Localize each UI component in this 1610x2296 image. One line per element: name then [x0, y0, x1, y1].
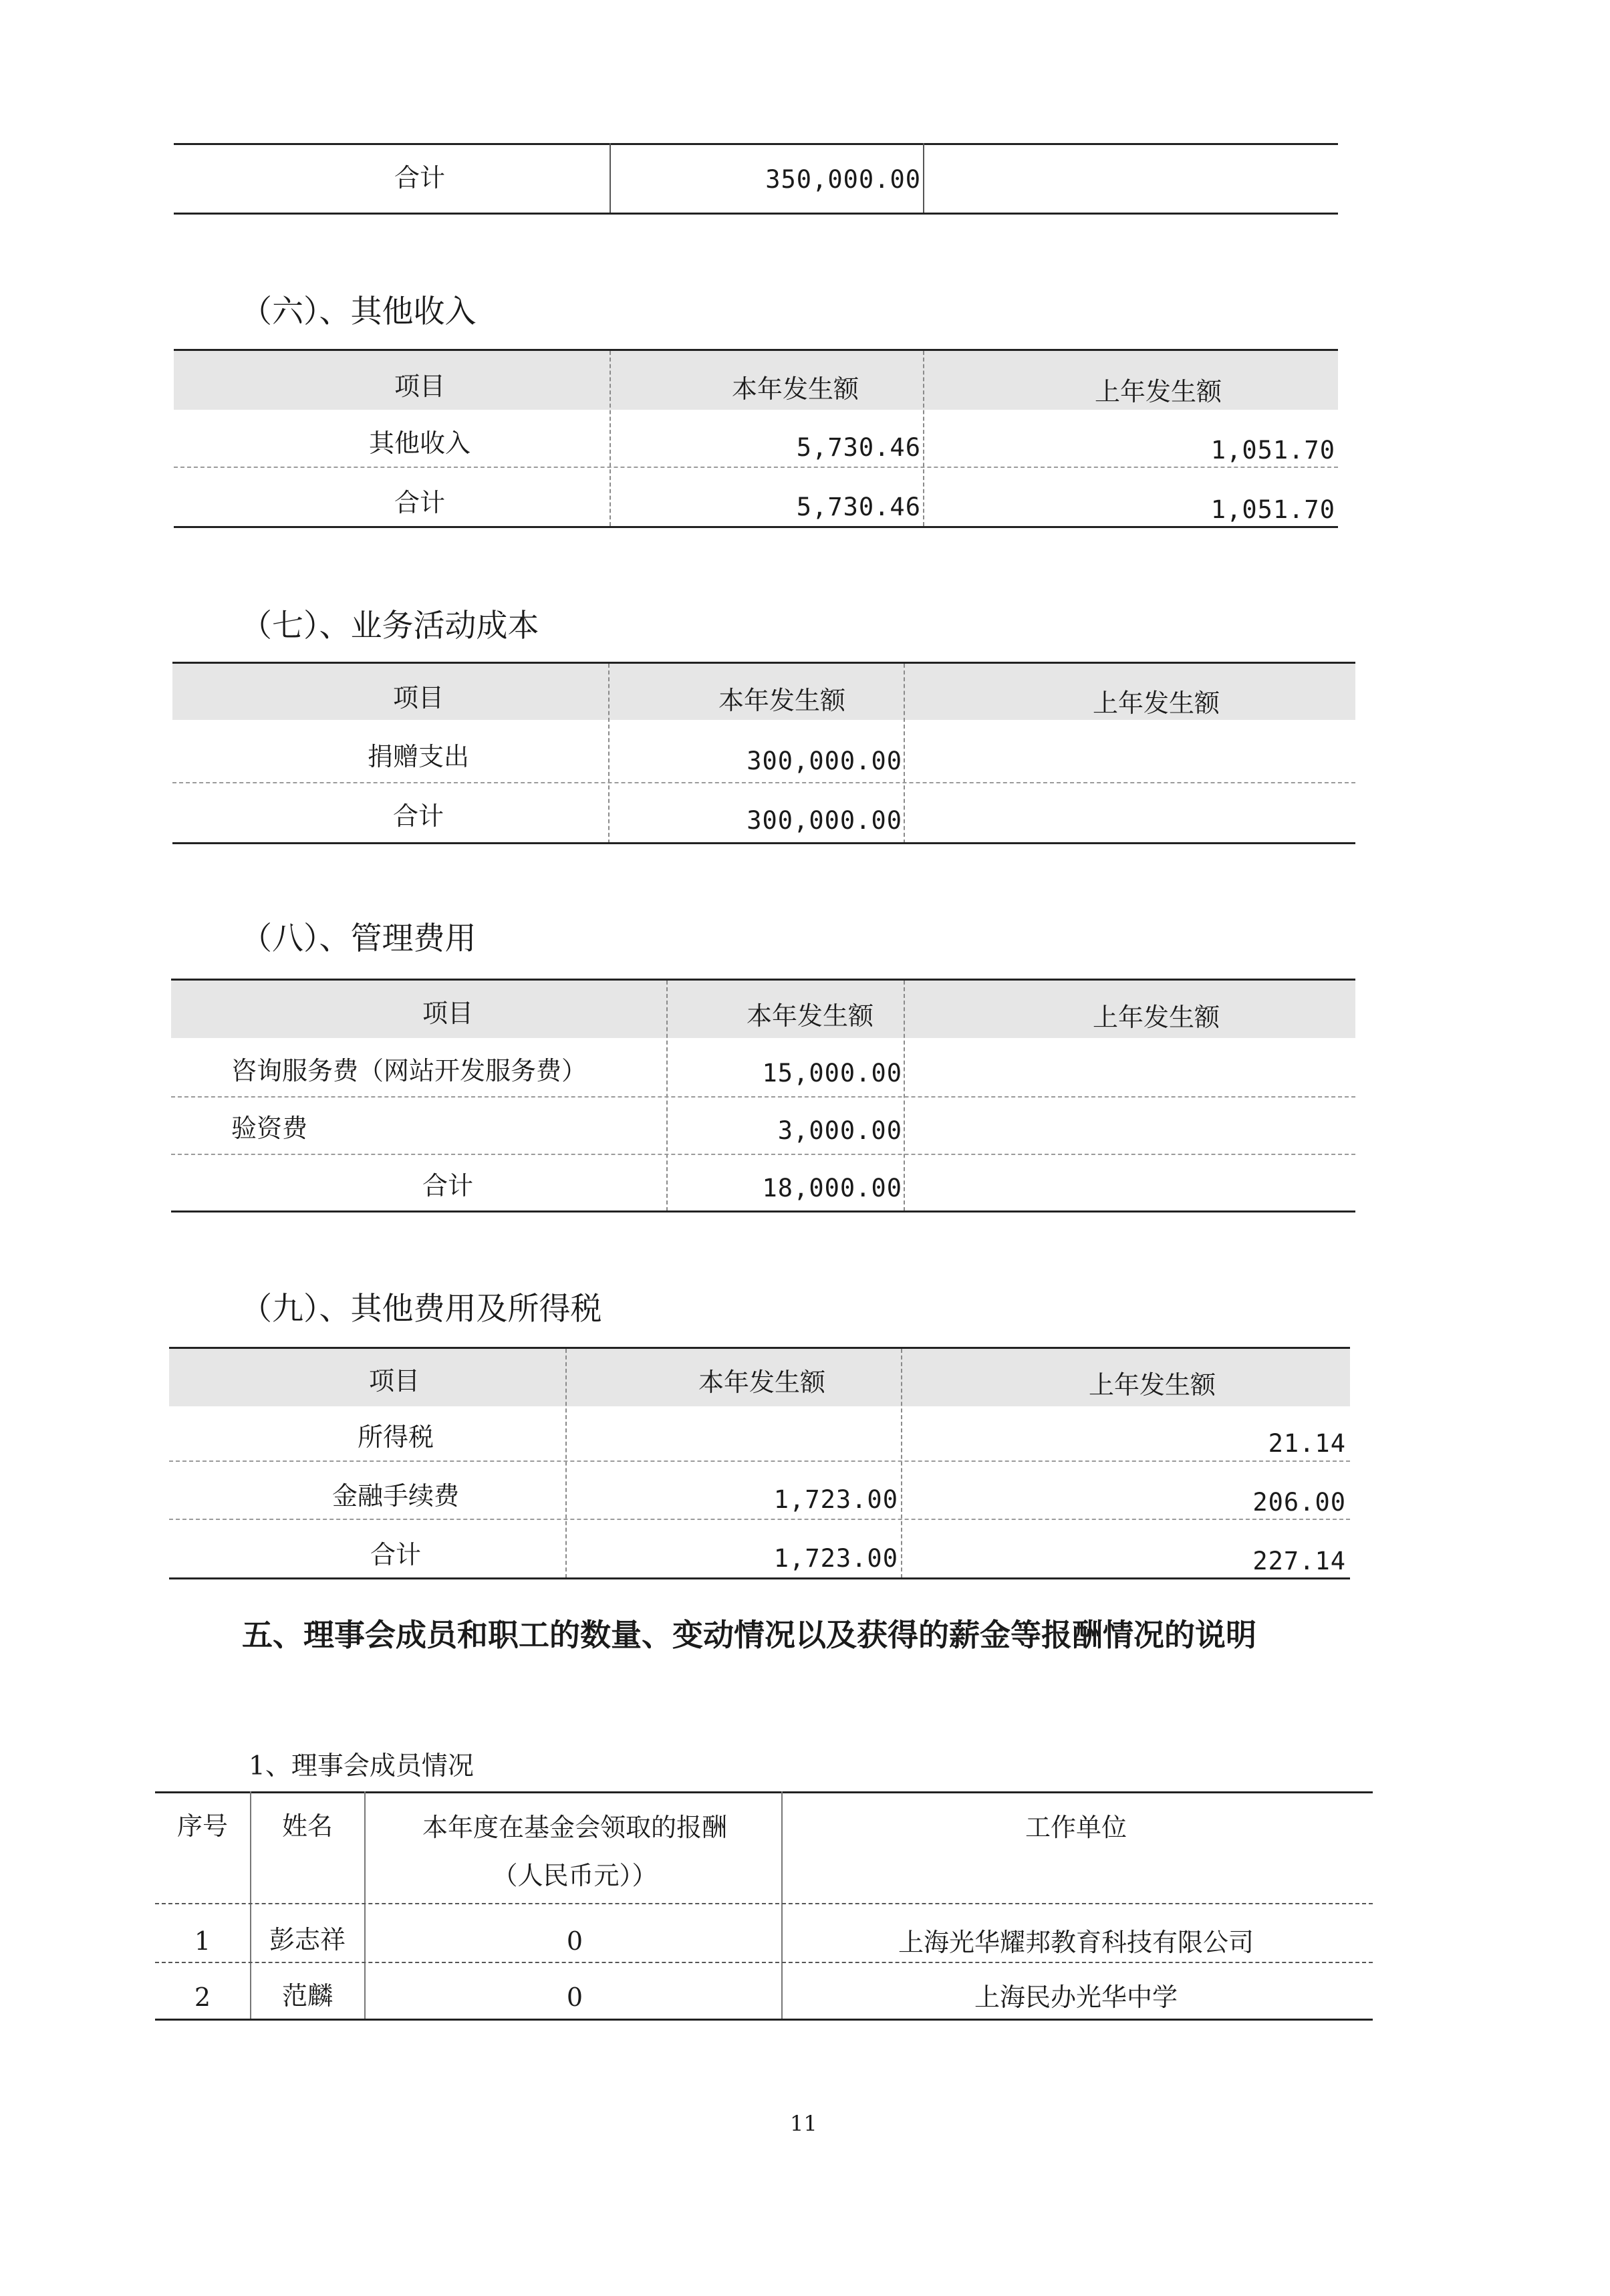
row-item: 其他收入 — [368, 428, 471, 458]
header-current: 本年发生额 — [698, 1368, 826, 1397]
board-row-no: 1 — [194, 1926, 211, 1956]
row-previous: 227.14 — [1252, 1547, 1346, 1575]
row-item: 合计 — [392, 801, 444, 831]
board-header-no: 序号 — [176, 1811, 229, 1841]
board-subtitle: 1、理事会成员情况 — [249, 1751, 474, 1781]
board-row-pay: 0 — [566, 1926, 583, 1956]
board-row-name: 范麟 — [281, 1981, 333, 2011]
section-6-title: （六）、其他收入 — [241, 293, 477, 330]
page-number: 11 — [790, 2111, 817, 2136]
header-previous: 上年发生额 — [1088, 1370, 1216, 1400]
header-previous: 上年发生额 — [1092, 1003, 1220, 1032]
board-row-pay: 0 — [566, 1983, 583, 2012]
board-header-name: 姓名 — [281, 1811, 333, 1841]
header-item: 项目 — [368, 1366, 420, 1396]
board-header-pay-line2: （人民币元）） — [492, 1861, 658, 1890]
row-current: 1,723.00 — [773, 1544, 898, 1573]
top-total-label: 合计 — [394, 163, 446, 193]
top-total-value: 350,000.00 — [765, 165, 921, 194]
row-item: 捐赠支出 — [367, 742, 470, 771]
row-item: 金融手续费 — [331, 1481, 460, 1511]
header-current: 本年发生额 — [718, 686, 846, 715]
row-current: 5,730.46 — [796, 433, 921, 462]
board-header-pay-line1: 本年度在基金会领取的报酬 — [422, 1813, 728, 1842]
row-item: 合计 — [422, 1171, 474, 1200]
header-previous: 上年发生额 — [1092, 688, 1220, 718]
row-current: 18,000.00 — [762, 1174, 902, 1202]
row-current: 300,000.00 — [747, 806, 902, 835]
row-previous: 21.14 — [1268, 1429, 1346, 1458]
section-8-title: （八）、管理费用 — [241, 920, 477, 957]
row-current: 5,730.46 — [796, 493, 921, 521]
row-item: 合计 — [370, 1540, 422, 1569]
row-current: 300,000.00 — [747, 747, 902, 775]
row-item: 所得税 — [357, 1422, 434, 1452]
row-previous: 206.00 — [1252, 1488, 1346, 1517]
row-item: 验资费 — [231, 1114, 308, 1143]
header-current: 本年发生额 — [746, 1001, 874, 1031]
header-item: 项目 — [394, 372, 446, 401]
board-row-unit: 上海民办光华中学 — [974, 1983, 1178, 2012]
row-item: 咨询服务费（网站开发服务费） — [231, 1056, 587, 1086]
board-row-no: 2 — [194, 1983, 211, 2012]
row-previous: 1,051.70 — [1210, 436, 1335, 465]
board-row-name: 彭志祥 — [269, 1925, 346, 1954]
row-previous: 1,051.70 — [1210, 495, 1335, 524]
section-9-title: （九）、其他费用及所得税 — [241, 1291, 602, 1327]
header-previous: 上年发生额 — [1094, 377, 1222, 406]
row-current: 3,000.00 — [777, 1116, 902, 1145]
row-item: 合计 — [394, 488, 446, 517]
header-item: 项目 — [392, 683, 444, 713]
section-7-title: （七）、业务活动成本 — [241, 608, 539, 644]
part-5-heading: 五、理事会成员和职工的数量、变动情况以及获得的薪金等报酬情况的说明 — [242, 1617, 1256, 1653]
row-current: 15,000.00 — [762, 1059, 902, 1088]
header-current: 本年发生额 — [731, 374, 859, 404]
board-row-unit: 上海光华耀邦教育科技有限公司 — [898, 1928, 1254, 1957]
row-current: 1,723.00 — [773, 1485, 898, 1514]
header-item: 项目 — [422, 999, 474, 1028]
board-header-unit: 工作单位 — [1025, 1813, 1127, 1842]
